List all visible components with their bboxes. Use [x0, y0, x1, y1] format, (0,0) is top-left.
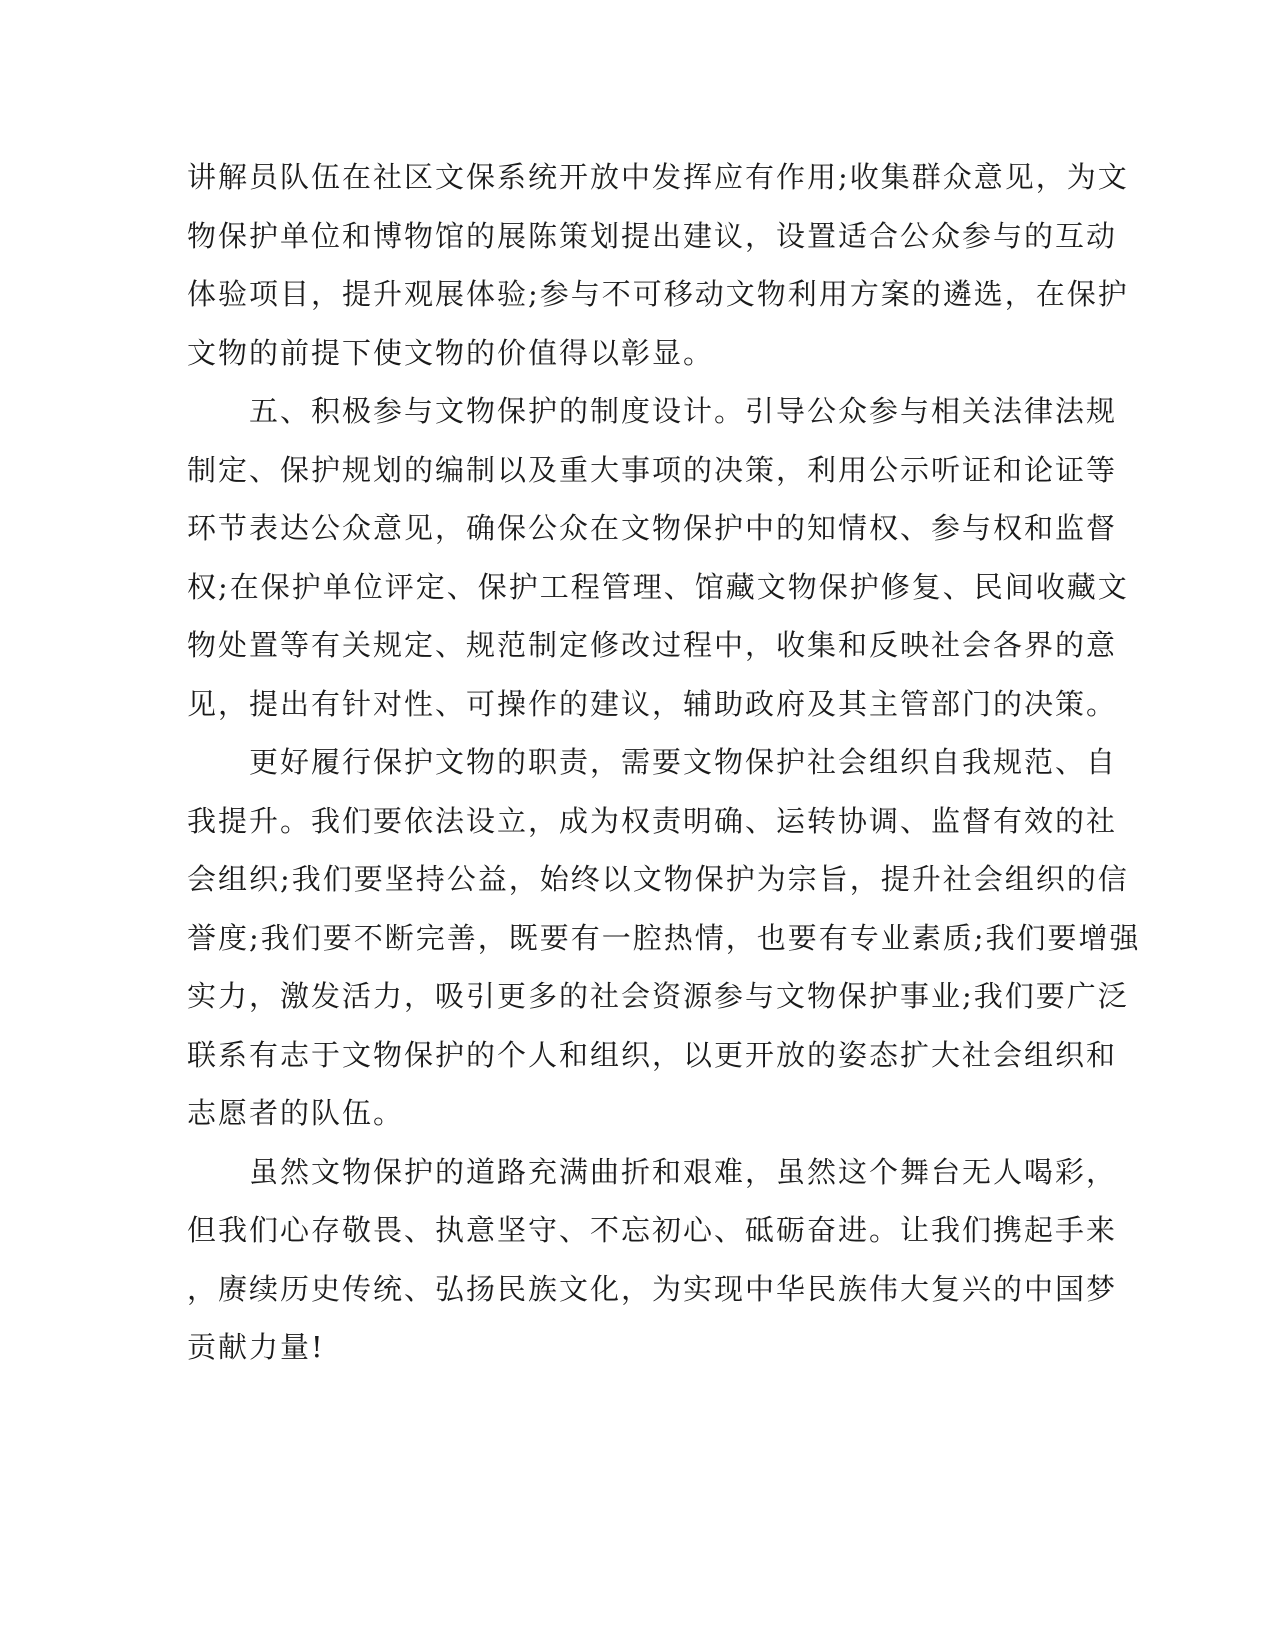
text-line: 联系有志于文物保护的个人和组织，以更开放的姿态扩大社会组织和 — [187, 1037, 1118, 1072]
text-line: ，赓续历史传统、弘扬民族文化，为实现中华民族伟大复兴的中国梦 — [187, 1271, 1118, 1306]
text-line: 我提升。我们要依法设立，成为权责明确、运转协调、监督有效的社 — [187, 803, 1118, 838]
text-line: 更好履行保护文物的职责，需要文物保护社会组织自我规范、自 — [187, 745, 1118, 779]
text-line: 体验项目，提升观展体验;参与不可移动文物利用方案的遴选，在保护 — [187, 277, 1129, 311]
text-line: 物保护单位和博物馆的展陈策划提出建议，设置适合公众参与的互动 — [187, 218, 1118, 253]
text-line: 环节表达公众意见，确保公众在文物保护中的知情权、参与权和监督 — [187, 511, 1118, 545]
text-line: 但我们心存敬畏、执意坚守、不忘初心、砥砺奋进。让我们携起手来 — [187, 1213, 1118, 1247]
text-line: 誉度;我们要不断完善，既要有一腔热情，也要有专业素质;我们要增强 — [187, 920, 1141, 955]
text-line: 会组织;我们要坚持公益，始终以文物保护为宗旨，提升社会组织的信 — [187, 862, 1129, 896]
text-line: 制定、保护规划的编制以及重大事项的决策，利用公示听证和论证等 — [187, 452, 1118, 487]
text-line: 文物的前提下使文物的价值得以彰显。 — [187, 335, 715, 370]
text-line: 见，提出有针对性、可操作的建议，辅助政府及其主管部门的决策。 — [187, 686, 1118, 721]
text-line: 贡献力量! — [187, 1330, 325, 1364]
text-line: 讲解员队伍在社区文保系统开放中发挥应有作用;收集群众意见，为文 — [187, 160, 1129, 194]
text-line: 权;在保护单位评定、保护工程管理、馆藏文物保护修复、民间收藏文 — [187, 569, 1129, 604]
text-line: 志愿者的队伍。 — [187, 1096, 405, 1130]
text-line: 物处置等有关规定、规范制定修改过程中，收集和反映社会各界的意 — [187, 628, 1118, 662]
text-line: 五、积极参与文物保护的制度设计。引导公众参与相关法律法规 — [187, 394, 1118, 428]
text-line: 实力，激发活力，吸引更多的社会资源参与文物保护事业;我们要广泛 — [187, 979, 1129, 1013]
text-line: 虽然文物保护的道路充满曲折和艰难，虽然这个舞台无人喝彩， — [187, 1154, 1118, 1189]
document-body — [187, 148, 1141, 1377]
